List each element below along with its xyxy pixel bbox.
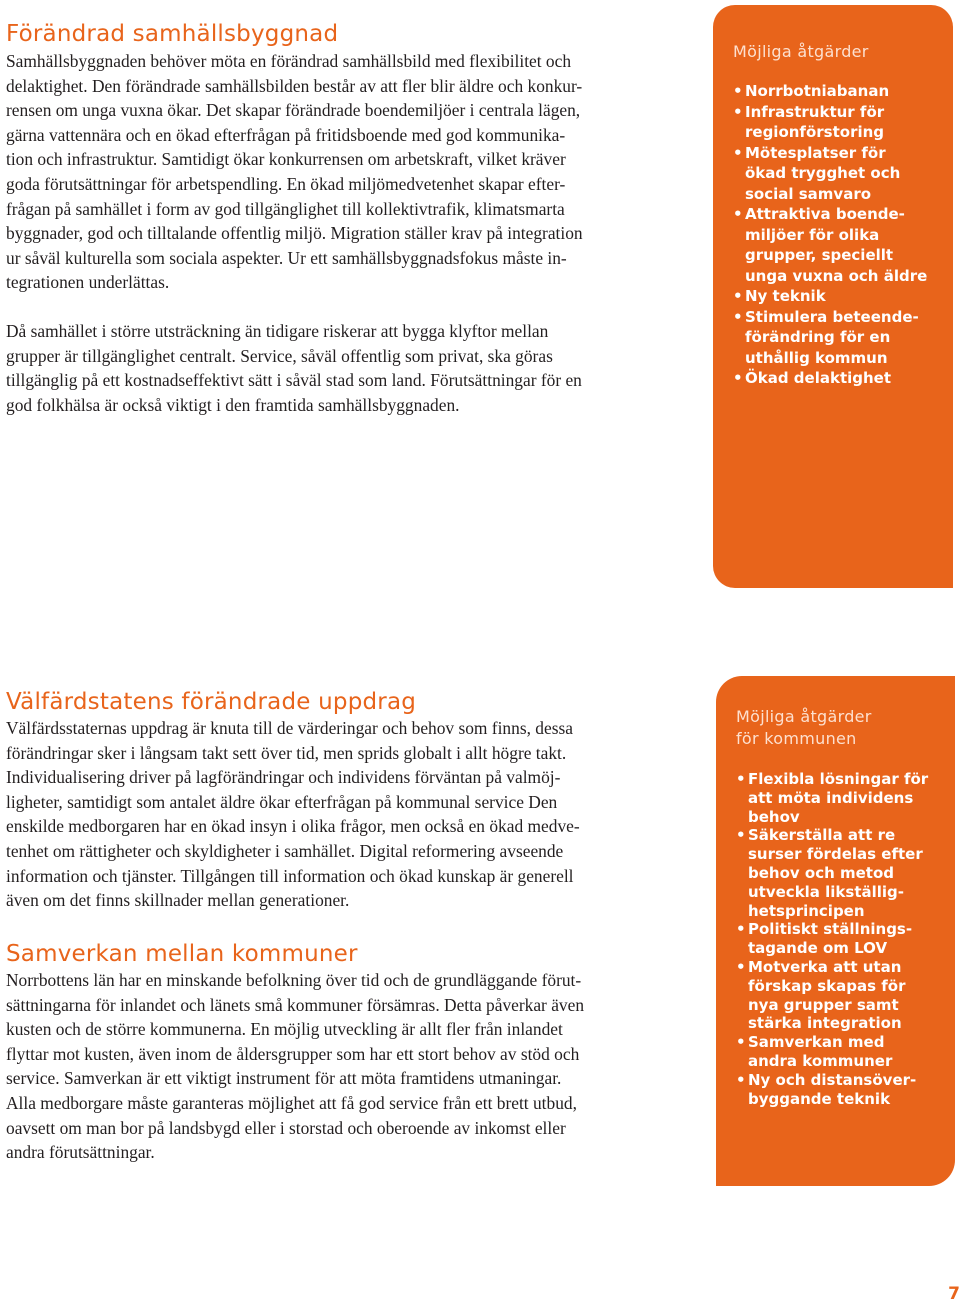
text-line: Ökad delaktighet bbox=[745, 369, 892, 387]
text-line: Individualisering driver på lagförändringar och individens förväntan på valmöj- bbox=[6, 767, 561, 788]
text-line: social samvaro bbox=[745, 184, 872, 203]
text-line: goda förutsättningar för arbetspendling. En ökad miljömedvetenhet skapar efter- bbox=[6, 173, 566, 194]
text-line: Politiskt ställnings- bbox=[748, 920, 913, 939]
body-paragraph bbox=[6, 319, 682, 417]
text-line: Alla medborgare måste garanteras möjlighet att få god service från ett brett utbud, bbox=[6, 1092, 577, 1113]
text-line: tenhet om rättigheter och skyldigheter i samhället. Digital reformering avseende bbox=[6, 840, 564, 861]
text-line: Attraktiva boende- bbox=[745, 205, 905, 223]
measure-item bbox=[733, 204, 937, 286]
text-line: behov bbox=[748, 807, 800, 826]
text-line: god folkhälsa är också viktigt i den framtida samhällsbyggnaden. bbox=[6, 394, 460, 415]
section-forandrad-samhallsbyggnad bbox=[6, 20, 682, 417]
text-line: grupper, speciellt bbox=[745, 246, 894, 264]
text-line: Norrbottens län har en minskande befolkning över tid och de grundläggande förut- bbox=[6, 970, 582, 990]
text-line: enskilde medborgaren har en ökad insyn i olika frågor, men också en ökad medve- bbox=[6, 816, 580, 837]
measure-item bbox=[736, 920, 939, 958]
text-line: frågan på samhället i form av god tillgänglighet till kollektivtrafik, klimatsmarta bbox=[6, 198, 565, 219]
text-line: service. Samverkan är ett viktigt instrument för att möta framtidens utmaningar. bbox=[6, 1068, 562, 1089]
text-line: Säkerställa att re bbox=[748, 826, 896, 845]
measure-item bbox=[736, 826, 939, 920]
text-line: byggande teknik bbox=[748, 1089, 891, 1108]
text-line: för kommunen bbox=[736, 729, 857, 748]
text-line: utveckla likställig- bbox=[748, 882, 905, 901]
text-line: behov och metod bbox=[748, 863, 895, 882]
text-line: ur såväl kulturella som sociala aspekter. Ur ett samhällsbyggnadsfokus måste in- bbox=[6, 247, 567, 268]
text-line: Samhällsbyggnaden behöver möta en förändrad samhällsbild med flexibilitet och bbox=[6, 51, 572, 71]
text-line: oavsett om man bor på landsbygd eller i storstad och oberoende av inkomst eller bbox=[6, 1117, 566, 1138]
box-title: Möjliga åtgärder bbox=[733, 42, 869, 61]
text-line: Motverka att utan bbox=[748, 957, 902, 976]
text-line: nya grupper samt bbox=[748, 995, 899, 1014]
text-line: miljöer för olika bbox=[745, 225, 880, 244]
body-paragraph bbox=[6, 716, 682, 913]
text-line: hetsprincipen bbox=[748, 901, 865, 920]
text-line: surser fördelas efter bbox=[748, 845, 923, 864]
measures-list bbox=[736, 770, 939, 1108]
text-line: grupper är tillgänglighet centralt. Service, såväl offentlig som privat, ska göras bbox=[6, 345, 553, 366]
text-line: regionförstoring bbox=[745, 123, 885, 141]
measure-item bbox=[733, 81, 937, 102]
text-line: stärka integration bbox=[748, 1014, 902, 1033]
text-line: Möjliga åtgärder bbox=[736, 707, 872, 726]
measure-item bbox=[733, 368, 937, 389]
text-line: Flexibla lösningar för bbox=[748, 770, 929, 788]
measure-item bbox=[736, 1033, 939, 1071]
text-line: andra förutsättningar. bbox=[6, 1142, 155, 1163]
section-heading: Samverkan mellan kommuner bbox=[6, 941, 358, 967]
section-valfardsstatens-uppdrag bbox=[6, 688, 682, 913]
text-line: förändringar sker i långsam takt sett över tid, men sprids globalt i allt högre takt. bbox=[6, 742, 567, 763]
text-line: ligheter, samtidigt som antalet äldre ökar efterfrågan på kommunal service Den bbox=[6, 791, 558, 812]
measures-list bbox=[733, 81, 937, 389]
text-line: förändring för en bbox=[745, 328, 891, 346]
text-line: gärna vattennära och en ökad efterfrågan på fritidsboende med god kommunika- bbox=[6, 124, 566, 145]
text-line: byggnader, god och tilltalande offentlig miljö. Migration ställer krav på integration bbox=[6, 223, 583, 244]
municipal-measures-box bbox=[716, 676, 955, 1186]
text-line: Mötesplatser för bbox=[745, 143, 886, 162]
measure-item bbox=[733, 286, 937, 307]
text-line: Ny och distansöver- bbox=[748, 1070, 917, 1089]
box-title bbox=[736, 706, 939, 750]
text-line: information och tjänster. Tillgången till information och ökad kunskap är generell bbox=[6, 865, 574, 886]
measure-item bbox=[736, 770, 939, 826]
measure-item bbox=[736, 1071, 939, 1109]
text-line: Välfärdsstaternas uppdrag är knuta till de värderingar och behov som finns, dessa bbox=[6, 718, 573, 738]
measure-item bbox=[733, 143, 937, 205]
text-line: ökad trygghet och bbox=[745, 164, 901, 182]
page-number: 7 bbox=[948, 1284, 960, 1304]
measure-item bbox=[736, 958, 939, 1033]
text-line: även om det finns skillnader mellan generationer. bbox=[6, 890, 350, 911]
text-line: Norrbotniabanan bbox=[745, 82, 890, 100]
body-paragraph bbox=[6, 49, 682, 295]
measure-item bbox=[733, 102, 937, 143]
text-line: sättningarna för inlandet och länets små kommuner försämras. Detta påverkar även bbox=[6, 994, 585, 1015]
text-line: Ny teknik bbox=[745, 287, 826, 305]
text-line: unga vuxna och äldre bbox=[745, 266, 928, 285]
text-line: tegrationen underlättas. bbox=[6, 272, 170, 293]
section-heading: Förändrad samhällsbyggnad bbox=[6, 21, 339, 47]
text-line: kusten och de större kommunerna. En möjlig utveckling är allt fler från inlandet bbox=[6, 1019, 563, 1040]
text-line: Stimulera beteende- bbox=[745, 307, 919, 326]
text-line: att möta individens bbox=[748, 788, 914, 807]
section-samverkan-mellan-kommuner bbox=[6, 940, 682, 1165]
text-line: andra kommuner bbox=[748, 1051, 893, 1070]
text-line: tillgänglig på ett kostnadseffektivt sätt i såväl stad som land. Förutsättningar för en bbox=[6, 370, 582, 391]
possible-measures-box bbox=[713, 5, 953, 588]
text-line: Samverkan med bbox=[748, 1033, 885, 1052]
text-line: rensen om unga vuxna ökar. Det skapar förändrade boendemiljöer i centrala lägen, bbox=[6, 100, 581, 121]
text-line: tion och infrastruktur. Samtidigt ökar konkurrensen om arbetskraft, vilket kräver bbox=[6, 149, 566, 170]
text-line: Då samhället i större utsträckning än tidigare riskerar att bygga klyftor mellan bbox=[6, 320, 549, 341]
section-heading: Välfärdstatens förändrade uppdrag bbox=[6, 689, 417, 715]
text-line: flyttar mot kusten, även inom de åldersgrupper som har ett stort behov av stöd och bbox=[6, 1043, 580, 1064]
body-paragraph bbox=[6, 968, 682, 1165]
text-line: tagande om LOV bbox=[748, 939, 888, 958]
text-line: förskap skapas för bbox=[748, 976, 906, 995]
measure-item bbox=[733, 307, 937, 369]
text-line: Infrastruktur för bbox=[745, 102, 885, 121]
text-line: delaktighet. Den förändrade samhällsbilden består av att fler blir äldre och konkur- bbox=[6, 75, 583, 96]
text-line: uthållig kommun bbox=[745, 348, 888, 367]
